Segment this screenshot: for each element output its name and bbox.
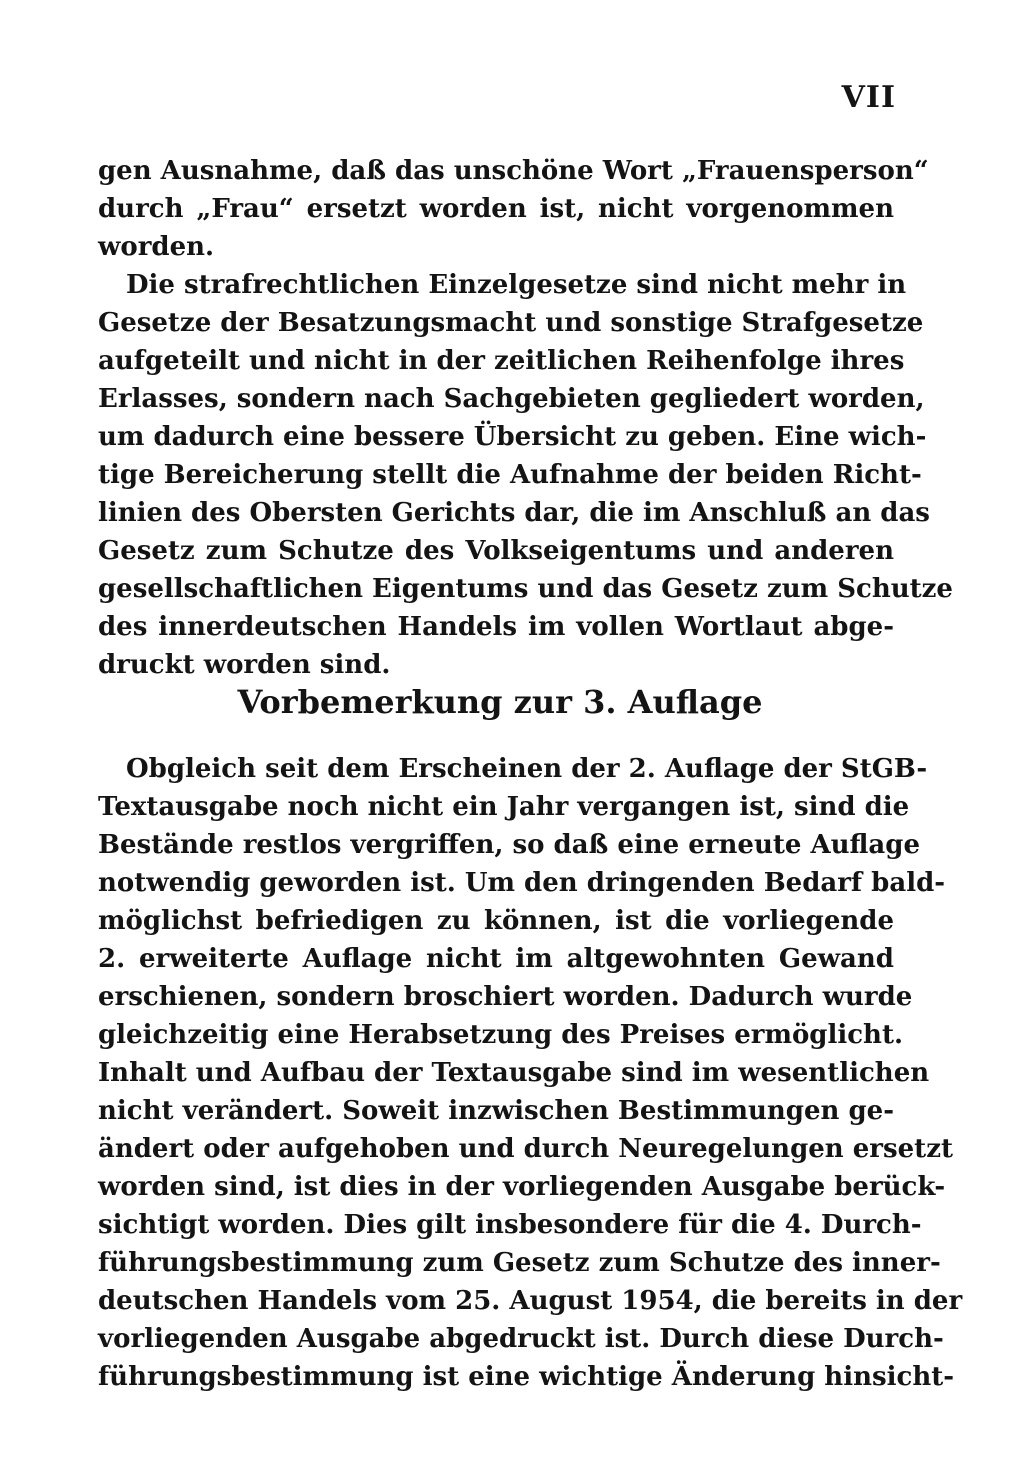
text-line: Bestände restlos vergriffen, so daß eine erneute Auflage	[98, 830, 920, 860]
text-line: linien des Obersten Gerichts dar, die im Anschluß an das	[98, 498, 930, 528]
paragraph-block-2	[98, 750, 963, 1396]
text-line: notwendig geworden ist. Um den dringenden Bedarf bald-	[98, 868, 946, 898]
text-line: Inhalt und Aufbau der Textausgabe sind im wesentlichen	[98, 1058, 930, 1088]
text-line: durch „Frau“ ersetzt worden ist, nicht vorgenommen	[98, 194, 894, 224]
text-line: Obgleich seit dem Erscheinen der 2. Auflage der StGB-	[126, 754, 928, 784]
text-line: aufgeteilt und nicht in der zeitlichen Reihenfolge ihres	[98, 346, 905, 376]
paragraph-block-1	[98, 152, 953, 684]
text-line: tige Bereicherung stellt die Aufnahme der beiden Richt-	[98, 460, 922, 490]
text-line: Gesetz zum Schutze des Volkseigentums und anderen	[98, 536, 894, 566]
text-line: Die strafrechtlichen Einzelgesetze sind nicht mehr in	[126, 270, 907, 300]
text-line: des innerdeutschen Handels im vollen Wortlaut abge-	[98, 612, 894, 642]
text-line: druckt worden sind.	[98, 650, 391, 680]
text-line: möglichst befriedigen zu können, ist die vorliegende	[98, 906, 894, 936]
text-line: gen Ausnahme, daß das unschöne Wort „Frauensperson“	[98, 156, 929, 186]
text-line: 2. erweiterte Auflage nicht im altgewohnten Gewand	[98, 944, 894, 974]
text-line: deutschen Handels vom 25. August 1954, die bereits in der	[98, 1286, 963, 1316]
text-line: worden.	[98, 232, 215, 262]
text-line: sichtigt worden. Dies gilt insbesondere für die 4. Durch-	[98, 1210, 922, 1240]
text-line: führungsbestimmung ist eine wichtige Änderung hinsicht-	[98, 1362, 955, 1392]
text-line: führungsbestimmung zum Gesetz zum Schutze des inner-	[98, 1248, 941, 1278]
text-line: worden sind, ist dies in der vorliegenden Ausgabe berück-	[98, 1172, 946, 1202]
page-number: VII	[841, 80, 896, 115]
text-line: gesellschaftlichen Eigentums und das Gesetz zum Schutze	[98, 574, 953, 604]
text-line: Gesetze der Besatzungsmacht und sonstige Strafgesetze	[98, 308, 924, 338]
text-line: Textausgabe noch nicht ein Jahr vergangen ist, sind die	[98, 792, 910, 822]
text-line: ändert oder aufgehoben und durch Neuregelungen ersetzt	[98, 1134, 953, 1164]
text-line: vorliegenden Ausgabe abgedruckt ist. Durch diese Durch-	[98, 1324, 944, 1354]
text-line: um dadurch eine bessere Übersicht zu geben. Eine wich-	[98, 422, 927, 452]
text-line: erschienen, sondern broschiert worden. Dadurch wurde	[98, 982, 913, 1012]
text-line: Erlasses, sondern nach Sachgebieten gegliedert worden,	[98, 384, 925, 414]
text-line: nicht verändert. Soweit inzwischen Bestimmungen ge-	[98, 1096, 894, 1126]
text-line: gleichzeitig eine Herabsetzung des Preises ermöglicht.	[98, 1020, 904, 1050]
section-heading: Vorbemerkung zur 3. Auflage	[237, 683, 763, 721]
